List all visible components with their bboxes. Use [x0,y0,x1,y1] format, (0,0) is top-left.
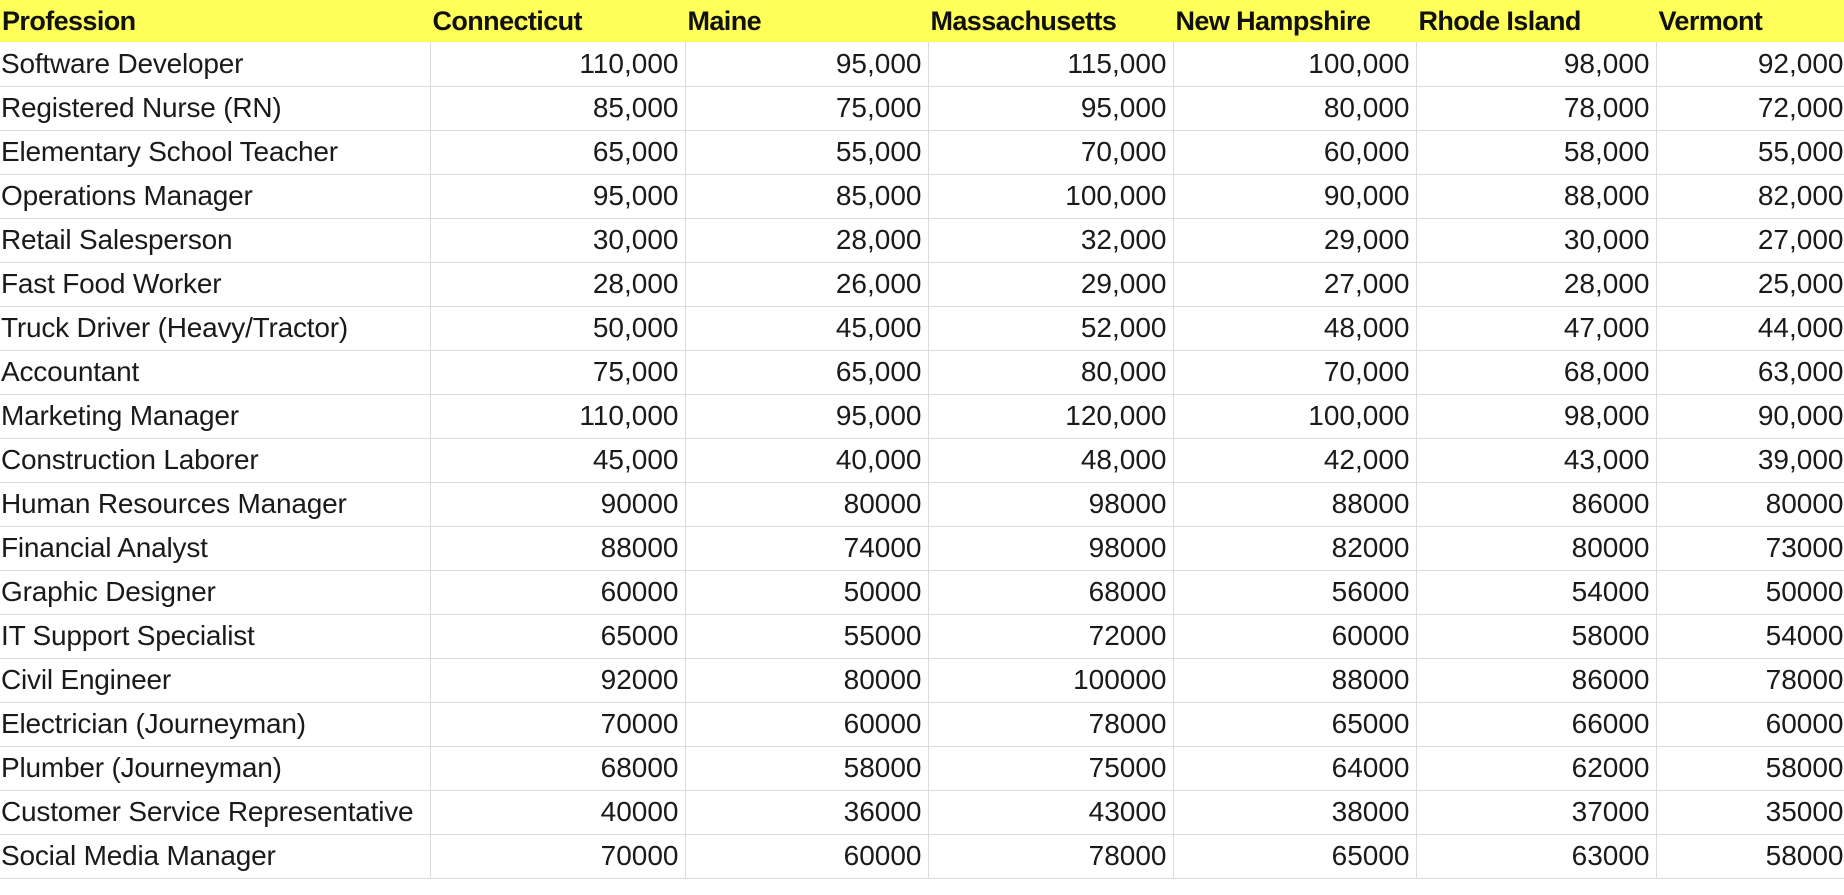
cell-rhode-island[interactable]: 47,000 [1416,306,1656,350]
cell-new-hampshire[interactable]: 38000 [1173,790,1416,834]
cell-maine[interactable]: 74000 [685,526,928,570]
cell-maine[interactable]: 40,000 [685,438,928,482]
cell-maine[interactable]: 80000 [685,658,928,702]
cell-connecticut[interactable]: 92000 [430,658,685,702]
cell-vermont[interactable]: 35000 [1656,790,1844,834]
cell-rhode-island[interactable]: 78,000 [1416,86,1656,130]
cell-massachusetts[interactable]: 98000 [928,482,1173,526]
cell-massachusetts[interactable]: 68000 [928,570,1173,614]
cell-profession[interactable]: Social Media Manager [0,834,430,878]
cell-massachusetts[interactable]: 32,000 [928,218,1173,262]
cell-new-hampshire[interactable]: 60,000 [1173,130,1416,174]
table-row [0,86,1844,130]
cell-connecticut[interactable]: 65000 [430,614,685,658]
cell-maine[interactable]: 50000 [685,570,928,614]
cell-new-hampshire[interactable]: 48,000 [1173,306,1416,350]
header-cell-new-hampshire[interactable]: New Hampshire [1173,0,1416,42]
cell-new-hampshire[interactable]: 29,000 [1173,218,1416,262]
cell-profession[interactable]: Software Developer [0,42,430,86]
cell-maine[interactable]: 85,000 [685,174,928,218]
cell-massachusetts[interactable]: 120,000 [928,394,1173,438]
cell-profession[interactable]: Construction Laborer [0,438,430,482]
cell-rhode-island[interactable]: 58000 [1416,614,1656,658]
cell-new-hampshire[interactable]: 65000 [1173,834,1416,878]
cell-massachusetts[interactable]: 75000 [928,746,1173,790]
cell-new-hampshire[interactable]: 82000 [1173,526,1416,570]
cell-new-hampshire[interactable]: 70,000 [1173,350,1416,394]
cell-rhode-island[interactable]: 98,000 [1416,42,1656,86]
cell-rhode-island[interactable]: 28,000 [1416,262,1656,306]
cell-maine[interactable]: 55,000 [685,130,928,174]
cell-profession[interactable]: Plumber (Journeyman) [0,746,430,790]
cell-profession[interactable]: Accountant [0,350,430,394]
cell-massachusetts[interactable]: 115,000 [928,42,1173,86]
cell-vermont[interactable]: 82,000 [1656,174,1844,218]
cell-maine[interactable]: 36000 [685,790,928,834]
cell-vermont[interactable]: 78000 [1656,658,1844,702]
cell-connecticut[interactable]: 60000 [430,570,685,614]
cell-profession[interactable]: Human Resources Manager [0,482,430,526]
cell-connecticut[interactable]: 45,000 [430,438,685,482]
table-row [0,174,1844,218]
table-row [0,438,1844,482]
cell-rhode-island[interactable]: 43,000 [1416,438,1656,482]
cell-massachusetts[interactable]: 100,000 [928,174,1173,218]
cell-new-hampshire[interactable]: 100,000 [1173,394,1416,438]
table-row [0,746,1844,790]
cell-rhode-island[interactable]: 86000 [1416,658,1656,702]
table-row [0,614,1844,658]
cell-vermont[interactable]: 58000 [1656,834,1844,878]
cell-maine[interactable]: 60000 [685,834,928,878]
table-row [0,262,1844,306]
cell-connecticut[interactable]: 75,000 [430,350,685,394]
cell-maine[interactable]: 45,000 [685,306,928,350]
cell-connecticut[interactable]: 110,000 [430,394,685,438]
cell-profession[interactable]: Retail Salesperson [0,218,430,262]
table-row [0,218,1844,262]
cell-vermont[interactable]: 90,000 [1656,394,1844,438]
cell-vermont[interactable]: 27,000 [1656,218,1844,262]
cell-massachusetts[interactable]: 98000 [928,526,1173,570]
cell-vermont[interactable]: 63,000 [1656,350,1844,394]
cell-maine[interactable]: 75,000 [685,86,928,130]
cell-profession[interactable]: Customer Service Representative [0,790,430,834]
cell-massachusetts[interactable]: 80,000 [928,350,1173,394]
cell-rhode-island[interactable]: 63000 [1416,834,1656,878]
table-row [0,658,1844,702]
cell-rhode-island[interactable]: 54000 [1416,570,1656,614]
header-cell-vermont[interactable]: Vermont [1656,0,1844,42]
header-cell-profession[interactable]: Profession [0,0,430,42]
cell-new-hampshire[interactable]: 60000 [1173,614,1416,658]
cell-profession[interactable]: Truck Driver (Heavy/Tractor) [0,306,430,350]
table-row [0,350,1844,394]
cell-rhode-island[interactable]: 62000 [1416,746,1656,790]
cell-maine[interactable]: 65,000 [685,350,928,394]
cell-vermont[interactable]: 44,000 [1656,306,1844,350]
cell-profession[interactable]: Civil Engineer [0,658,430,702]
cell-rhode-island[interactable]: 58,000 [1416,130,1656,174]
cell-massachusetts[interactable]: 78000 [928,702,1173,746]
cell-vermont[interactable]: 55,000 [1656,130,1844,174]
cell-massachusetts[interactable]: 48,000 [928,438,1173,482]
cell-rhode-island[interactable]: 68,000 [1416,350,1656,394]
cell-vermont[interactable]: 58000 [1656,746,1844,790]
cell-massachusetts[interactable]: 29,000 [928,262,1173,306]
cell-vermont[interactable]: 73000 [1656,526,1844,570]
cell-new-hampshire[interactable]: 42,000 [1173,438,1416,482]
cell-connecticut[interactable]: 110,000 [430,42,685,86]
cell-vermont[interactable]: 80000 [1656,482,1844,526]
cell-connecticut[interactable]: 85,000 [430,86,685,130]
cell-new-hampshire[interactable]: 100,000 [1173,42,1416,86]
cell-vermont[interactable]: 54000 [1656,614,1844,658]
table-row [0,790,1844,834]
cell-massachusetts[interactable]: 78000 [928,834,1173,878]
cell-connecticut[interactable]: 90000 [430,482,685,526]
cell-vermont[interactable]: 39,000 [1656,438,1844,482]
cell-new-hampshire[interactable]: 27,000 [1173,262,1416,306]
cell-rhode-island[interactable]: 66000 [1416,702,1656,746]
cell-maine[interactable]: 95,000 [685,394,928,438]
cell-connecticut[interactable]: 68000 [430,746,685,790]
table-row [0,130,1844,174]
table-row [0,570,1844,614]
cell-connecticut[interactable]: 70000 [430,834,685,878]
cell-maine[interactable]: 95,000 [685,42,928,86]
cell-vermont[interactable]: 92,000 [1656,42,1844,86]
cell-new-hampshire[interactable]: 56000 [1173,570,1416,614]
cell-maine[interactable]: 26,000 [685,262,928,306]
header-row [0,0,1844,42]
cell-new-hampshire[interactable]: 65000 [1173,702,1416,746]
cell-profession[interactable]: Graphic Designer [0,570,430,614]
table-row [0,306,1844,350]
cell-maine[interactable]: 55000 [685,614,928,658]
cell-rhode-island[interactable]: 88,000 [1416,174,1656,218]
cell-rhode-island[interactable]: 80000 [1416,526,1656,570]
cell-rhode-island[interactable]: 98,000 [1416,394,1656,438]
cell-profession[interactable]: Registered Nurse (RN) [0,86,430,130]
cell-vermont[interactable]: 72,000 [1656,86,1844,130]
cell-connecticut[interactable]: 88000 [430,526,685,570]
table-row [0,42,1844,86]
cell-massachusetts[interactable]: 52,000 [928,306,1173,350]
table-row [0,834,1844,878]
cell-massachusetts[interactable]: 100000 [928,658,1173,702]
cell-connecticut[interactable]: 70000 [430,702,685,746]
cell-connecticut[interactable]: 50,000 [430,306,685,350]
table-row [0,702,1844,746]
header-cell-connecticut[interactable]: Connecticut [430,0,685,42]
table-row [0,394,1844,438]
cell-connecticut[interactable]: 30,000 [430,218,685,262]
cell-maine[interactable]: 60000 [685,702,928,746]
cell-profession[interactable]: Marketing Manager [0,394,430,438]
cell-connecticut[interactable]: 28,000 [430,262,685,306]
cell-massachusetts[interactable]: 72000 [928,614,1173,658]
cell-connecticut[interactable]: 40000 [430,790,685,834]
cell-profession[interactable]: Elementary School Teacher [0,130,430,174]
table-row [0,526,1844,570]
header-cell-massachusetts[interactable]: Massachusetts [928,0,1173,42]
cell-profession[interactable]: Electrician (Journeyman) [0,702,430,746]
header-cell-rhode-island[interactable]: Rhode Island [1416,0,1656,42]
cell-vermont[interactable]: 60000 [1656,702,1844,746]
cell-massachusetts[interactable]: 70,000 [928,130,1173,174]
cell-rhode-island[interactable]: 37000 [1416,790,1656,834]
cell-new-hampshire[interactable]: 80,000 [1173,86,1416,130]
cell-maine[interactable]: 58000 [685,746,928,790]
cell-new-hampshire[interactable]: 88000 [1173,482,1416,526]
cell-new-hampshire[interactable]: 90,000 [1173,174,1416,218]
table-row [0,482,1844,526]
cell-connecticut[interactable]: 65,000 [430,130,685,174]
cell-rhode-island[interactable]: 86000 [1416,482,1656,526]
cell-profession[interactable]: IT Support Specialist [0,614,430,658]
cell-massachusetts[interactable]: 95,000 [928,86,1173,130]
cell-profession[interactable]: Operations Manager [0,174,430,218]
cell-vermont[interactable]: 25,000 [1656,262,1844,306]
cell-maine[interactable]: 80000 [685,482,928,526]
header-cell-maine[interactable]: Maine [685,0,928,42]
cell-maine[interactable]: 28,000 [685,218,928,262]
cell-vermont[interactable]: 50000 [1656,570,1844,614]
cell-connecticut[interactable]: 95,000 [430,174,685,218]
table-body [0,42,1844,878]
cell-profession[interactable]: Financial Analyst [0,526,430,570]
cell-rhode-island[interactable]: 30,000 [1416,218,1656,262]
cell-new-hampshire[interactable]: 88000 [1173,658,1416,702]
cell-profession[interactable]: Fast Food Worker [0,262,430,306]
cell-new-hampshire[interactable]: 64000 [1173,746,1416,790]
cell-massachusetts[interactable]: 43000 [928,790,1173,834]
